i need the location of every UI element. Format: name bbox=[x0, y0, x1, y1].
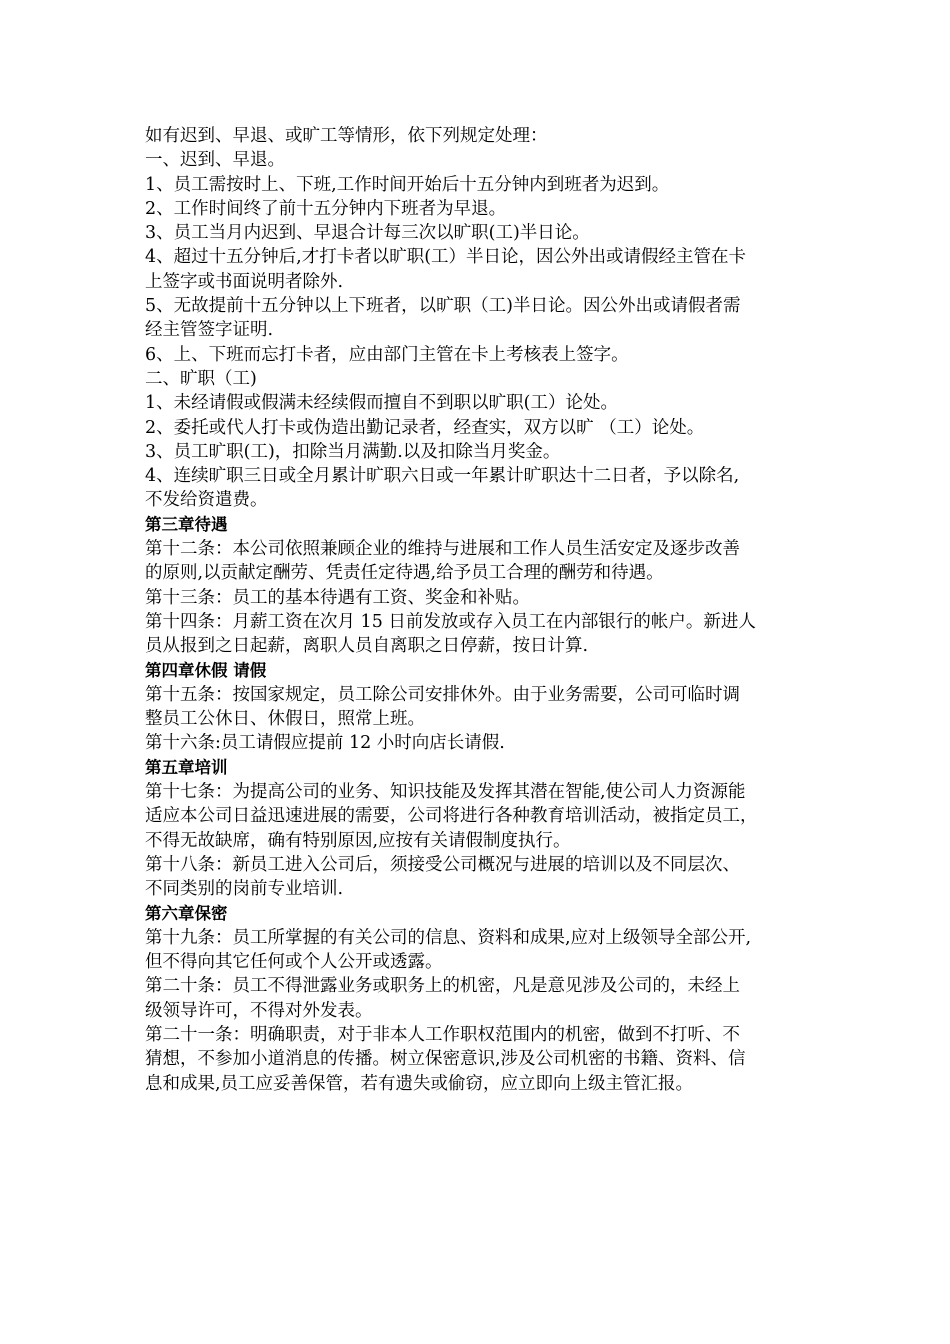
document-body bbox=[145, 124, 820, 1096]
paragraph: 6、上、下班而忘打卡者，应由部门主管在卡上考核表上签字。 bbox=[145, 344, 629, 365]
paragraph: 4、连续旷职三日或全月累计旷职六日或一年累计旷职达十二日者，予以除名, 不发给资遣费。 bbox=[145, 466, 740, 511]
paragraph: 第十三条：员工的基本待遇有工资、奖金和补贴。 bbox=[145, 587, 530, 608]
paragraph: 第二十一条：明确职责，对于非本人工作职权范围内的机密，做到不打听、不 猜想，不参加小道消息的传播。树立保密意识,涉及公司机密的书籍、资料、信 息和成果,员工应妥善保管，若有遗失或偷窃，应立即向上级主管汇报。 bbox=[145, 1024, 746, 1094]
paragraph: 3、员工当月内迟到、早退合计每三次以旷职(工)半日论。 bbox=[145, 223, 590, 244]
paragraph: 第十八条：新员工进入公司后，须接受公司概况与进展的培训以及不同层次、 不同类别的岗前专业培训. bbox=[145, 854, 740, 900]
paragraph: 第十四条：月薪工资在次月 15 日前发放或存入员工在内部银行的帐户。新进人 员从报到之日起薪，离职人员自离职之日停薪，按日计算. bbox=[145, 611, 756, 657]
paragraph: 二、旷职（工) bbox=[145, 368, 257, 389]
paragraph: 第十二条：本公司依照兼顾企业的维持与进展和工作人员生活安定及逐步改善 的原则,以贡献定酬劳、凭责任定待遇,给予员工合理的酬劳和待遇。 bbox=[145, 539, 740, 584]
paragraph: 1、员工需按时上、下班,工作时间开始后十五分钟内到班者为迟到。 bbox=[145, 174, 670, 195]
chapter-heading: 第六章保密 bbox=[145, 903, 228, 923]
paragraph: 一、迟到、早退。 bbox=[145, 150, 285, 171]
paragraph: 1、未经请假或假满未经续假而擅自不到职以旷职(工）论处。 bbox=[145, 393, 618, 414]
paragraph: 2、委托或代人打卡或伪造出勤记录者，经查实，双方以旷 （工）论处。 bbox=[145, 417, 705, 438]
chapter-heading: 第五章培训 bbox=[145, 757, 228, 777]
paragraph: 5、无故提前十五分钟以上下班者，以旷职（工)半日论。因公外出或请假者需 经主管签字证明. bbox=[145, 296, 741, 341]
paragraph: 第十六条:员工请假应提前 12 小时向店长请假. bbox=[145, 733, 505, 754]
paragraph: 2、工作时间终了前十五分钟内下班者为早退。 bbox=[145, 198, 507, 219]
paragraph: 如有迟到、早退、或旷工等情形，依下列规定处理： bbox=[145, 126, 548, 146]
paragraph: 第十九条：员工所掌握的有关公司的信息、资料和成果,应对上级领导全部公开, 但不得向其它任何或个人公开或透露。 bbox=[145, 927, 752, 973]
paragraph: 第十五条：按国家规定，员工除公司安排休外。由于业务需要，公司可临时调 整员工公休日、休假日，照常上班。 bbox=[145, 684, 740, 730]
chapter-heading: 第四章休假 请假 bbox=[145, 660, 267, 680]
chapter-heading: 第三章待遇 bbox=[145, 514, 228, 534]
paragraph: 4、超过十五分钟后,才打卡者以旷职(工）半日论，因公外出或请假经主管在卡 上签字或书面说明者除外. bbox=[145, 247, 747, 292]
paragraph: 第二十条：员工不得泄露业务或职务上的机密，凡是意见涉及公司的，未经上 级领导许可，不得对外发表。 bbox=[145, 976, 740, 1021]
paragraph: 第十七条：为提高公司的业务、知识技能及发挥其潜在智能,使公司人力资源能 适应本公司日益迅速进展的需要，公司将进行各种教育培训活动，被指定员工， 不得无故缺席，确有特别原因,应按有关请假制度执行。 bbox=[145, 782, 758, 851]
paragraph: 3、员工旷职(工)，扣除当月满勤.以及扣除当月奖金。 bbox=[145, 441, 561, 462]
